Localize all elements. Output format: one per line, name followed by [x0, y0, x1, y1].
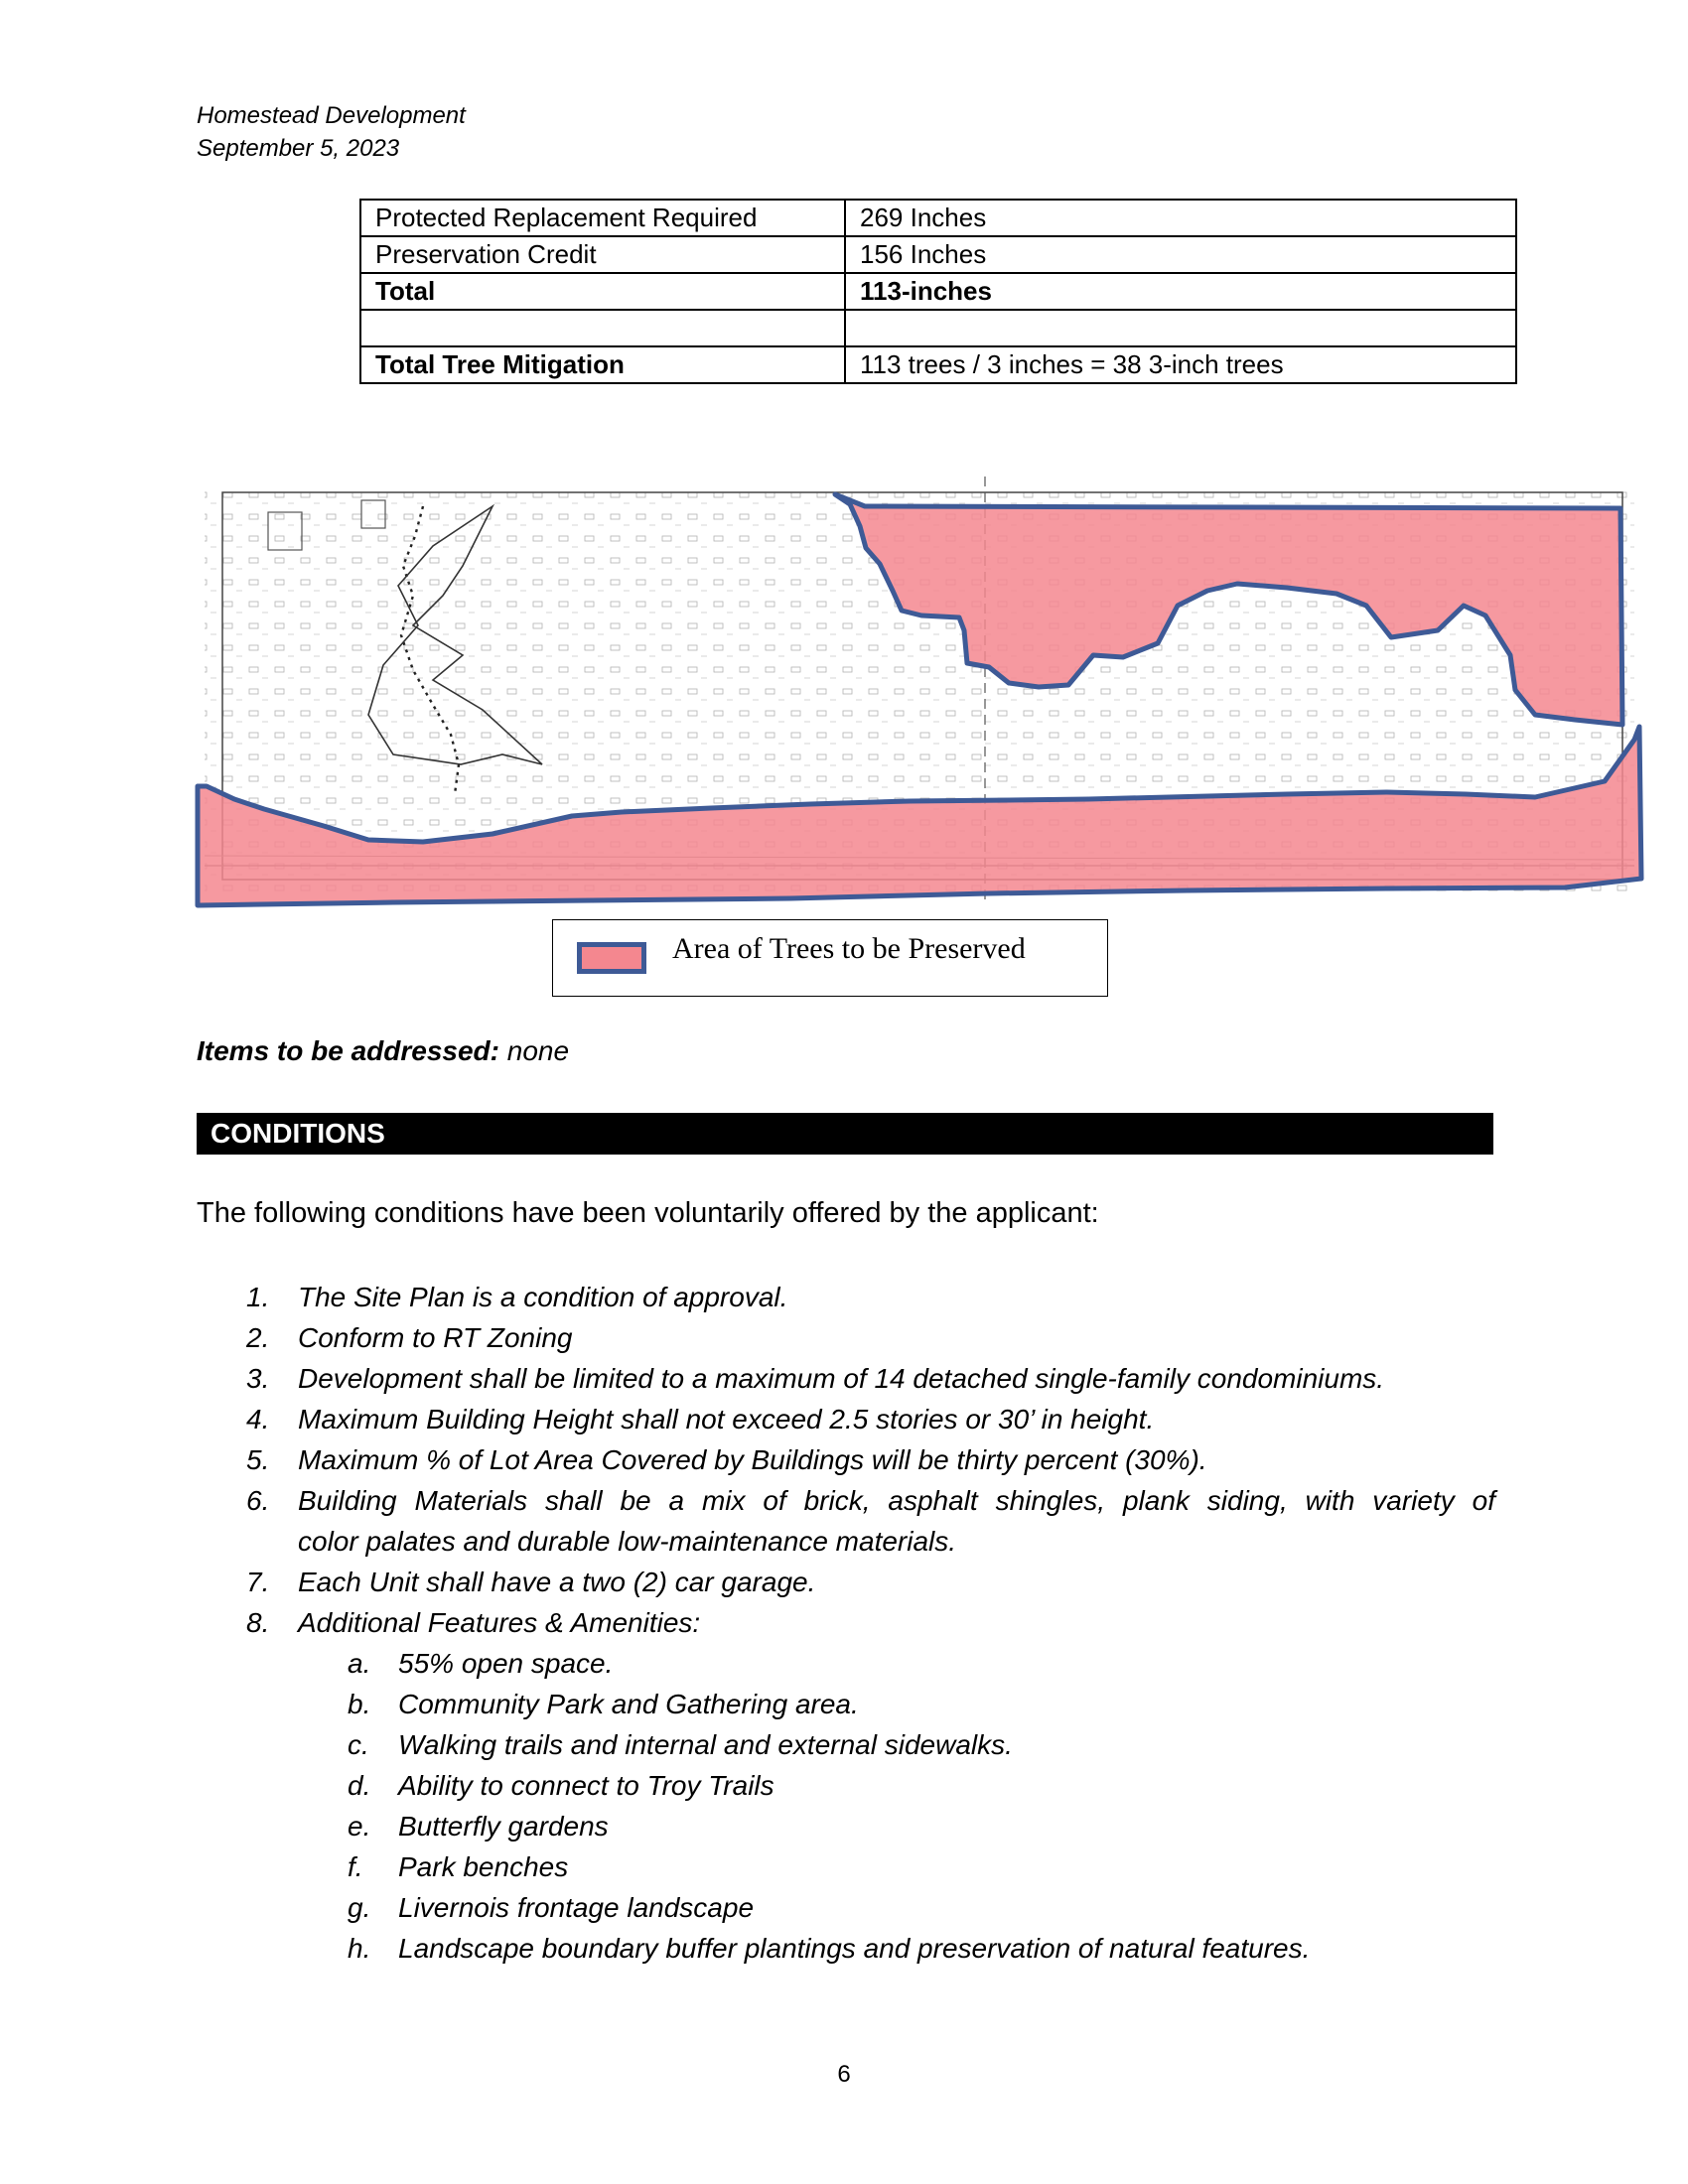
table-cell-value: 113-inches: [845, 273, 1516, 310]
sub-list-item: c. Walking trails and internal and external sidewalks.: [348, 1729, 1013, 1760]
map-legend: [552, 919, 1108, 997]
list-item: 5. Maximum % of Lot Area Covered by Buildings will be thirty percent (30%).: [246, 1444, 1207, 1475]
table-cell-label: Total Tree Mitigation: [360, 346, 845, 383]
list-item: 7. Each Unit shall have a two (2) car garage.: [246, 1567, 816, 1597]
sub-list-item: h. Landscape boundary buffer plantings and preservation of natural features.: [348, 1933, 1311, 1964]
table-row: [360, 236, 1516, 273]
list-item-text-line: Building Materials shall be a mix of brick, asphalt shingles, plank siding, with variety of: [298, 1485, 1495, 1516]
list-item-text-line: color palates and durable low-maintenance materials.: [298, 1526, 957, 1557]
table-cell-value: 156 Inches: [845, 236, 1516, 273]
table-row: [360, 200, 1516, 236]
table-cell-value: 269 Inches: [845, 200, 1516, 236]
table-cell-label: Total: [360, 273, 845, 310]
table-cell-label: Preservation Credit: [360, 236, 845, 273]
list-item: 6. Building Materials shall be a mix of brick, asphalt shingles, plank siding, with variety of color palates and durable low-maintenance materials.: [197, 1480, 1495, 1562]
table-row: [360, 346, 1516, 383]
site-plan-map: [195, 467, 1648, 909]
table-cell-label: Protected Replacement Required: [360, 200, 845, 236]
table-row: [360, 310, 1516, 346]
page-number: 6: [837, 2061, 851, 2088]
conditions-list: [197, 1277, 1495, 1969]
conditions-intro: The following conditions have been voluntarily offered by the applicant:: [197, 1197, 1099, 1229]
sub-list-item: g. Livernois frontage landscape: [348, 1892, 755, 1923]
list-item: 4. Maximum Building Height shall not exceed 2.5 stories or 30’ in height.: [246, 1404, 1155, 1434]
table-cell-value: [845, 310, 1516, 346]
legend-swatch-preserved: [577, 942, 646, 974]
tree-mitigation-table: [359, 199, 1517, 384]
table-cell-label: [360, 310, 845, 346]
sub-list-item: f. Park benches: [348, 1851, 569, 1882]
list-item: 1. The Site Plan is a condition of approval.: [246, 1282, 788, 1312]
items-to-address-label: Items to be addressed:: [197, 1035, 499, 1066]
legend-label: Area of Trees to be Preserved: [672, 932, 1026, 965]
items-to-address: [197, 1035, 569, 1067]
sub-list-item: a. 55% open space.: [348, 1648, 614, 1679]
sub-list-item: e. Butterfly gardens: [348, 1811, 609, 1842]
sub-list-item: b. Community Park and Gathering area.: [348, 1689, 859, 1719]
sub-list-item: d. Ability to connect to Troy Trails: [348, 1770, 774, 1801]
list-item: 3. Development shall be limited to a maximum of 14 detached single-family condominiums.: [246, 1363, 1385, 1394]
table-row: [360, 273, 1516, 310]
document-date: September 5, 2023: [197, 135, 400, 162]
conditions-heading: CONDITIONS: [197, 1113, 1493, 1155]
project-name: Homestead Development: [197, 102, 466, 129]
items-to-address-value: none: [506, 1035, 570, 1066]
list-item: 2. Conform to RT Zoning: [246, 1322, 573, 1353]
table-cell-value: 113 trees / 3 inches = 38 3-inch trees: [845, 346, 1516, 383]
document-header: [197, 99, 466, 165]
list-item: 8. Additional Features & Amenities:: [246, 1607, 701, 1638]
